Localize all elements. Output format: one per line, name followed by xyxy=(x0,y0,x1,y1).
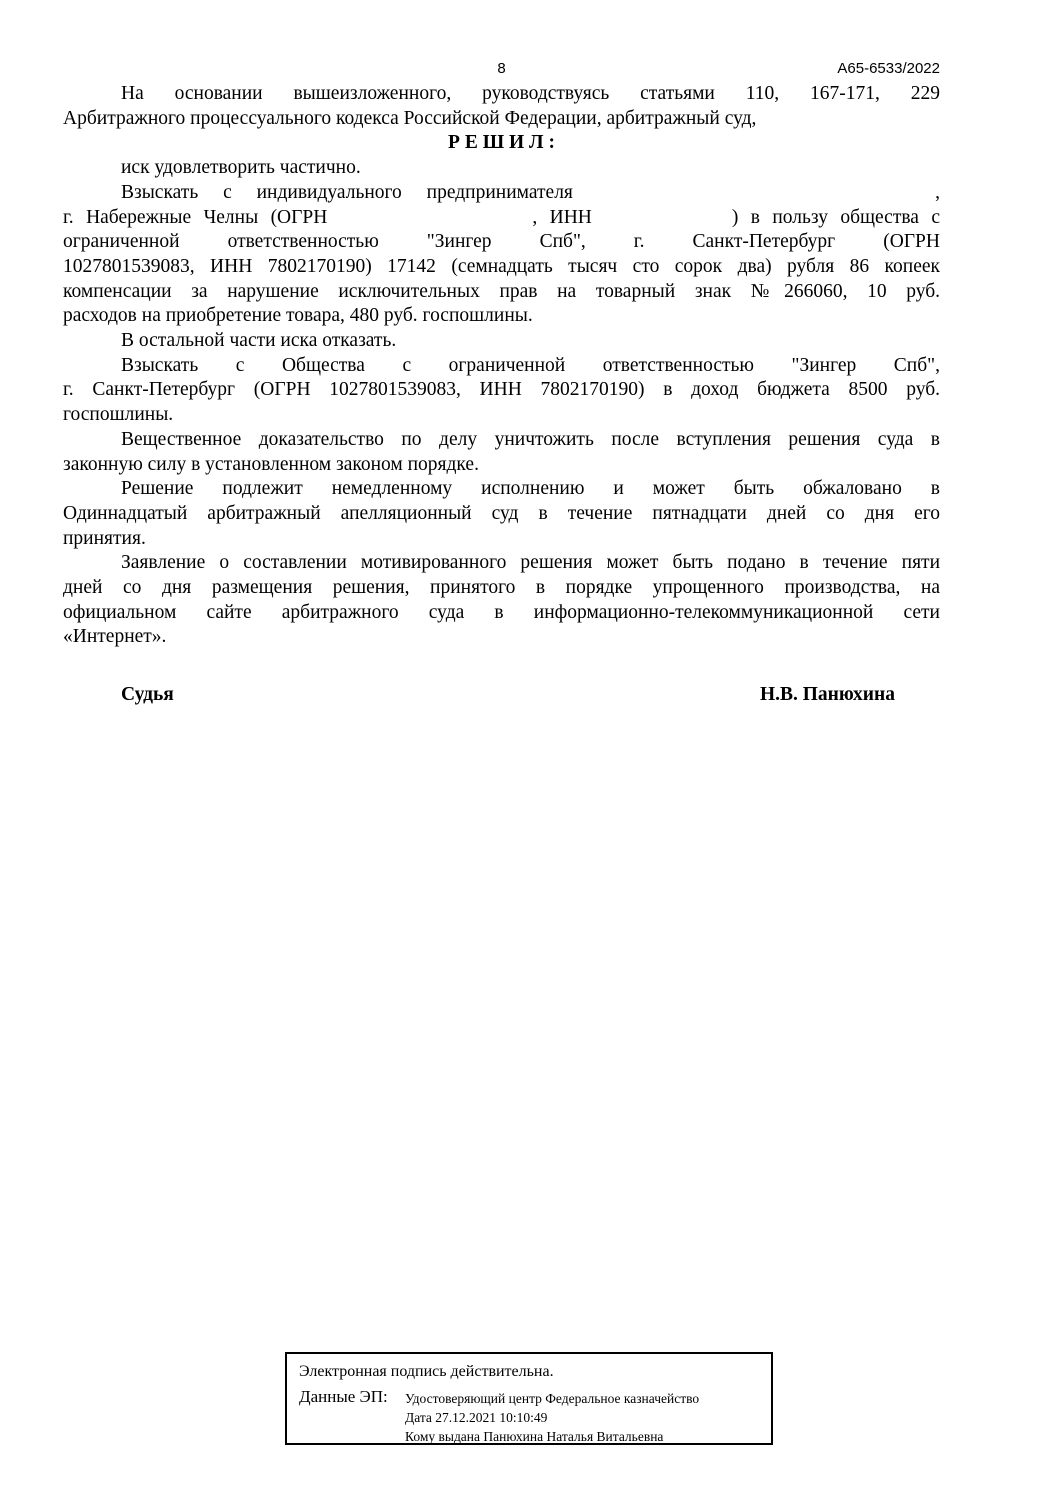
stamp-detail-authority: Удостоверяющий центр Федеральное казначейство xyxy=(405,1391,700,1406)
text-line: В остальной части иска отказать. xyxy=(121,330,397,352)
redacted-blank xyxy=(573,181,935,206)
stamp-detail-date: Дата 27.12.2021 10:10:49 xyxy=(405,1410,548,1425)
redacted-blank xyxy=(327,222,532,223)
text-line: принятия. xyxy=(63,527,146,549)
text-line: Арбитражного процессуального кодекса Российской Федерации, арбитражный суд, xyxy=(63,107,757,129)
stamp-title: Электронная подпись действительна. xyxy=(299,1363,554,1380)
page-header xyxy=(63,59,940,79)
text-line: «Интернет». xyxy=(63,626,167,648)
text-segment: , ИНН xyxy=(532,206,592,228)
text-line: дней со дня размещения решения, принятого в порядке упрощенного производства, на xyxy=(63,577,940,599)
text-line: госпошлины. xyxy=(63,404,174,426)
text-line: Заявление о составлении мотивированного решения может быть подано в течение пяти xyxy=(121,552,940,574)
text-line: законную силу в установленном законом порядке. xyxy=(63,453,479,475)
page-number: 8 xyxy=(497,60,506,77)
text-line: Одиннадцатый арбитражный апелляционный суд в течение пятнадцати дней со дня его xyxy=(63,502,940,524)
electronic-signature-stamp xyxy=(285,1352,773,1445)
text-line: компенсации за нарушение исключительных прав на товарный знак №266060, 10 руб. xyxy=(63,280,940,302)
judge-name: Н.В. Панюхина xyxy=(759,684,895,706)
text-segment: Взыскать с индивидуального предпринимателя xyxy=(121,181,573,203)
text-line: На основании вышеизложенного, руководствуясь статьями 110, 167-171, 229 xyxy=(121,83,940,104)
redacted-blank xyxy=(592,222,732,223)
text-line: расходов на приобретение товара, 480 руб. госпошлины. xyxy=(63,305,533,327)
case-number: А65-6533/2022 xyxy=(837,60,940,77)
text-line: ограниченной ответственностью "Зингер Спб", г. Санкт-Петербург (ОГРН xyxy=(63,231,940,253)
stamp-data-row xyxy=(299,1387,759,1446)
decision-heading: Р Е Ш И Л : xyxy=(448,132,555,154)
text-line: 1027801539083, ИНН 7802170190) 17142 (семнадцать тысяч сто сорок два) рубля 86 копеек xyxy=(63,255,940,277)
text-line: Взыскать с Общества с ограниченной ответственностью "Зингер Спб", xyxy=(121,354,940,376)
decision-text xyxy=(63,82,940,708)
text-line-redacted-ids xyxy=(63,206,940,231)
text-line: Вещественное доказательство по делу уничтожить после вступления решения суда в xyxy=(121,428,940,450)
judge-label: Судья xyxy=(121,684,174,706)
text-segment: ) в пользу общества с xyxy=(731,206,940,228)
signature-row xyxy=(63,683,940,708)
text-line: г. Санкт-Петербург (ОГРН 1027801539083, ИНН 7802170190) в доход бюджета 8500 руб. xyxy=(63,379,940,401)
text-segment: , xyxy=(935,181,940,203)
text-segment: г. Набережные Челны (ОГРН xyxy=(63,206,328,228)
stamp-detail-issued-to: Кому выдана Панюхина Наталья Витальевна xyxy=(405,1429,664,1444)
stamp-label: Данные ЭП: xyxy=(299,1387,388,1406)
text-line: иск удовлетворить частично. xyxy=(121,157,361,179)
text-line: Решение подлежит немедленному исполнению и может быть обжаловано в xyxy=(121,478,940,500)
text-line-redacted-party xyxy=(63,181,940,206)
stamp-details xyxy=(405,1387,699,1446)
text-line: официальном сайте арбитражного суда в информационно-телекоммуникационной сети xyxy=(63,601,940,623)
